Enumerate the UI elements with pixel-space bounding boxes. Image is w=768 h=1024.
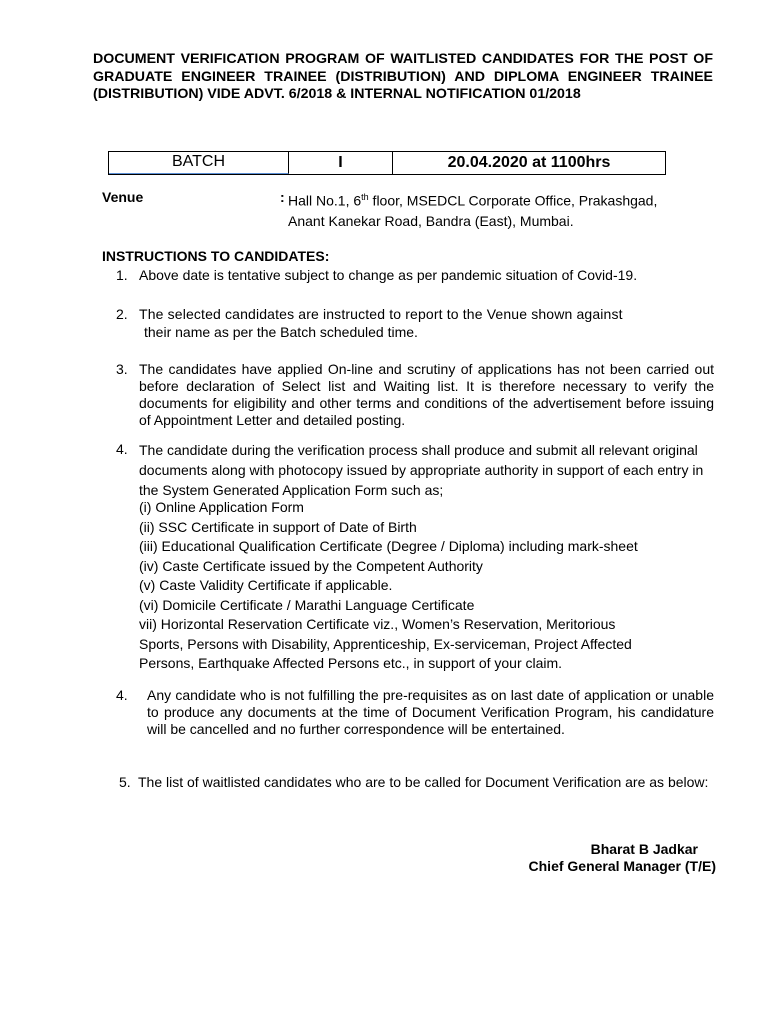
instruction-text: The list of waitlisted candidates who are to be called for Document Verification are as below: xyxy=(138,774,709,790)
venue-colon: : xyxy=(280,189,285,205)
batch-number: I xyxy=(289,152,393,174)
document-title: DOCUMENT VERIFICATION PROGRAM OF WAITLISTED CANDIDATES FOR THE POST OF GRADUATE ENGINEER TRAINEE (DISTRIBUTION) AND DIPLOMA ENGINEER TRAINEE (DISTRIBUTION) VIDE ADVT. 6/2018 & INTERNAL NOTIFICATION 01/2018 xyxy=(93,51,713,102)
signatory-designation: Chief General Manager (T/E) xyxy=(528,858,716,874)
instruction-number: 3. xyxy=(116,361,128,377)
document-item: (vi) Domicile Certificate / Marathi Language Certificate xyxy=(139,596,475,613)
batch-label: BATCH xyxy=(109,152,289,174)
document-item: vii) Horizontal Reservation Certificate viz., Women’s Reservation, Meritorious xyxy=(139,616,616,632)
instruction-number: 5. xyxy=(119,774,131,790)
venue-line-1: Hall No.1, 6th floor, MSEDCL Corporate Office, Prakashgad, xyxy=(288,192,658,209)
document-item: (v) Caste Validity Certificate if applicable. xyxy=(139,577,393,593)
instruction-number: 2. xyxy=(116,306,128,322)
instructions-heading: INSTRUCTIONS TO CANDIDATES: xyxy=(102,248,330,264)
instruction-text: The candidates have applied On-line and scrutiny of applications has not been carried out before declaration of Select list and Waiting list. It is therefore necessary to verify the documents for eligibility and other terms and conditions of the advertisement before issuing of Appointment Letter and detailed posting. xyxy=(139,361,714,428)
document-item: (i) Online Application Form xyxy=(139,499,304,515)
document-item: (ii) SSC Certificate in support of Date of Birth xyxy=(139,518,417,535)
venue-address xyxy=(288,187,718,231)
instruction-text-continued: their name as per the Batch scheduled time. xyxy=(144,324,418,340)
venue-line-2: Anant Kanekar Road, Bandra (East), Mumbai. xyxy=(288,212,574,229)
batch-datetime: 20.04.2020 at 1100hrs xyxy=(447,154,611,171)
instruction-text: Above date is tentative subject to change as per pandemic situation of Covid-19. xyxy=(139,267,638,283)
instruction-number: 1. xyxy=(116,267,128,283)
signatory-name: Bharat B Jadkar xyxy=(590,841,698,857)
instruction-text: The candidate during the verification process shall produce and submit all relevant original documents along with photocopy issued by appropriate authority in support of each entry in the System Generated Application Form such as; xyxy=(139,442,704,498)
venue-label: Venue xyxy=(102,189,144,205)
document-item: Sports, Persons with Disability, Apprenticeship, Ex-serviceman, Project Affected xyxy=(139,635,632,652)
document-item: Persons, Earthquake Affected Persons etc., in support of your claim. xyxy=(139,655,563,671)
document-item: (iii) Educational Qualification Certificate (Degree / Diploma) including mark-sheet xyxy=(139,538,638,554)
batch-table xyxy=(108,151,666,175)
instruction-text: Any candidate who is not fulfilling the pre-requisites as on last date of application or unable to produce any documents at the time of Document Verification Program, his candidature will be cancelled and no further correspondence will be entertained. xyxy=(147,687,714,737)
instruction-number: 4. xyxy=(116,441,128,457)
instruction-number: 4. xyxy=(116,687,128,703)
document-item: (iv) Caste Certificate issued by the Competent Authority xyxy=(139,557,483,574)
instruction-text: The selected candidates are instructed to report to the Venue shown against xyxy=(139,306,623,322)
documents-list xyxy=(139,498,724,674)
